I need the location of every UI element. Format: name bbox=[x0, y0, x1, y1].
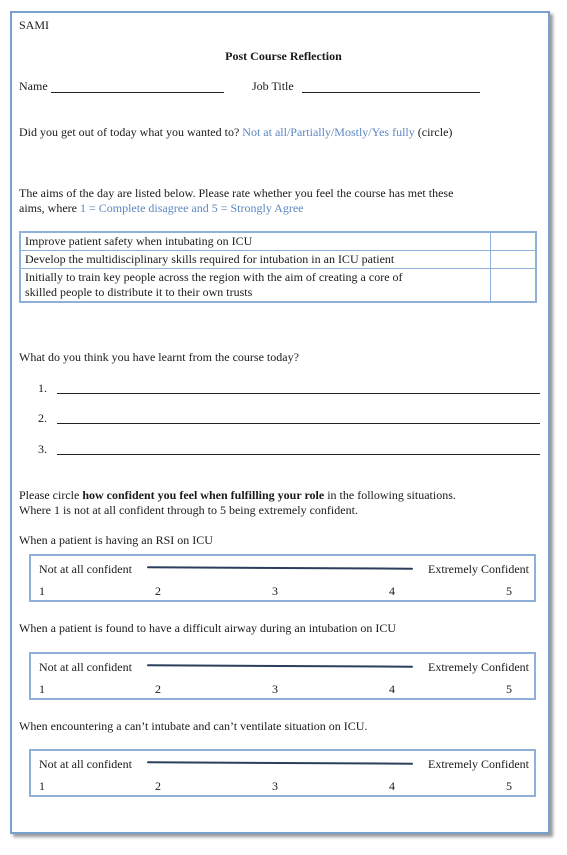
job-title-field[interactable] bbox=[302, 92, 480, 93]
aim-rating-cell[interactable] bbox=[491, 232, 537, 251]
answer-number: 2. bbox=[38, 411, 47, 425]
confidence-scale bbox=[29, 652, 536, 700]
aims-intro-text: aims, where bbox=[19, 201, 77, 215]
aims-scale-key: 1 = Complete disagree and 5 = Strongly Agree bbox=[79, 201, 304, 215]
situation-label: When encountering a can’t intubate and can’t ventilate situation on ICU. bbox=[19, 719, 368, 733]
confidence-scale bbox=[29, 749, 536, 797]
scale-option[interactable]: 5 bbox=[506, 779, 512, 793]
scale-option[interactable]: 5 bbox=[506, 584, 512, 598]
aim-rating-cell[interactable] bbox=[491, 269, 537, 303]
situation-label: When a patient is found to have a difficult airway during an intubation on ICU bbox=[19, 621, 397, 635]
job-title-label: Job Title bbox=[252, 79, 294, 93]
name-label: Name bbox=[19, 79, 48, 93]
answer-line-1[interactable] bbox=[57, 393, 540, 394]
outcome-question bbox=[19, 125, 452, 140]
aim-text-line: Initially to train key people across the region with the aim of creating a core of bbox=[25, 270, 403, 284]
confidence-scale bbox=[29, 554, 536, 602]
scale-line bbox=[147, 566, 413, 569]
confidence-intro-line2: Where 1 is not at all confident through to 5 being extremely confident. bbox=[19, 503, 358, 517]
confidence-intro-emphasis: how confident you feel when fulfilling your role bbox=[82, 488, 325, 502]
answer-number: 3. bbox=[38, 442, 47, 456]
aim-text-line: skilled people to distribute it to their own trusts bbox=[25, 285, 253, 299]
scale-option[interactable]: 4 bbox=[389, 779, 395, 793]
scale-option[interactable]: 1 bbox=[39, 584, 45, 598]
aim-text bbox=[20, 269, 491, 303]
scale-low-label: Not at all confident bbox=[39, 660, 132, 674]
table-row bbox=[20, 269, 536, 303]
name-field[interactable] bbox=[51, 92, 224, 93]
scale-option[interactable]: 5 bbox=[506, 682, 512, 696]
answer-line-3[interactable] bbox=[57, 454, 540, 455]
answer-line-2[interactable] bbox=[57, 423, 540, 424]
outcome-suffix: (circle) bbox=[417, 125, 453, 139]
confidence-intro-line1 bbox=[19, 488, 456, 503]
confidence-intro-a: Please circle bbox=[19, 488, 80, 502]
scale-high-label: Extremely Confident bbox=[428, 660, 529, 674]
outcome-options[interactable]: Not at all/Partially/Mostly/Yes fully bbox=[242, 125, 415, 139]
scale-line bbox=[147, 664, 413, 667]
scale-option[interactable]: 1 bbox=[39, 682, 45, 696]
table-row bbox=[20, 232, 536, 251]
scale-option[interactable]: 2 bbox=[155, 779, 161, 793]
scale-low-label: Not at all confident bbox=[39, 757, 132, 771]
table-row bbox=[20, 251, 536, 269]
outcome-question-text: Did you get out of today what you wanted to? bbox=[19, 125, 240, 139]
scale-option[interactable]: 3 bbox=[272, 682, 278, 696]
scale-option[interactable]: 2 bbox=[155, 584, 161, 598]
page-title: Post Course Reflection bbox=[225, 49, 342, 63]
scale-high-label: Extremely Confident bbox=[428, 562, 529, 576]
scale-option[interactable]: 3 bbox=[272, 779, 278, 793]
scale-option[interactable]: 2 bbox=[155, 682, 161, 696]
situation-label: When a patient is having an RSI on ICU bbox=[19, 533, 213, 547]
scale-option[interactable]: 3 bbox=[272, 584, 278, 598]
scale-option[interactable]: 1 bbox=[39, 779, 45, 793]
answer-number: 1. bbox=[38, 381, 47, 395]
org-label: SAMI bbox=[19, 18, 50, 32]
scale-low-label: Not at all confident bbox=[39, 562, 132, 576]
aim-text: Develop the multidisciplinary skills required for intubation in an ICU patient bbox=[20, 251, 491, 269]
aim-rating-cell[interactable] bbox=[491, 251, 537, 269]
confidence-intro-c: in the following situations. bbox=[327, 488, 456, 502]
scale-high-label: Extremely Confident bbox=[428, 757, 529, 771]
scale-option[interactable]: 4 bbox=[389, 682, 395, 696]
scale-line bbox=[147, 761, 413, 764]
aims-intro-line1: The aims of the day are listed below. Please rate whether you feel the course has met these bbox=[19, 186, 454, 200]
scale-option[interactable]: 4 bbox=[389, 584, 395, 598]
learnt-question: What do you think you have learnt from the course today? bbox=[19, 350, 299, 364]
aim-text: Improve patient safety when intubating on ICU bbox=[20, 232, 491, 251]
aims-table bbox=[19, 231, 537, 303]
aims-intro-line2 bbox=[19, 201, 303, 216]
